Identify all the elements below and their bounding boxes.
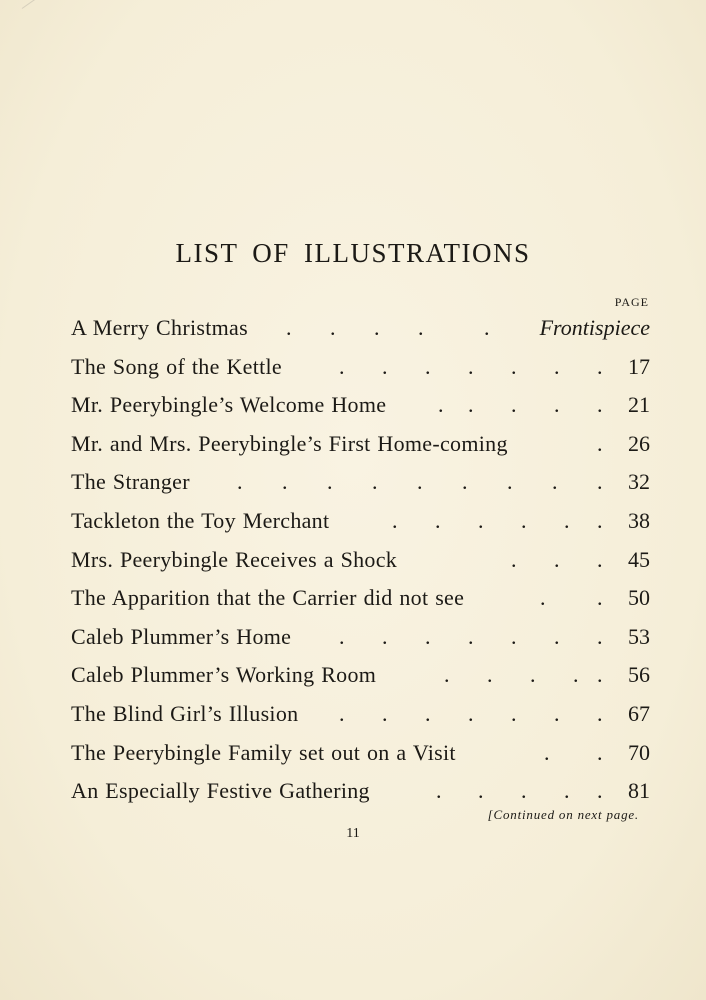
leader-dot: . (511, 623, 517, 649)
leader-dot: . (436, 778, 442, 804)
illustration-entry (71, 386, 651, 425)
illustration-page: 26 (628, 430, 650, 456)
leader-dot: . (382, 700, 388, 726)
leader-dot: . (382, 623, 388, 649)
illustration-entry (71, 618, 651, 657)
leader-dot: . (554, 546, 560, 572)
illustration-entry (71, 425, 651, 464)
illustration-title: Caleb Plummer’s Working Room (71, 662, 377, 688)
page-title: LIST OF ILLUSTRATIONS (175, 238, 531, 268)
leader-dot: . (507, 469, 513, 495)
leader-dot: . (554, 700, 560, 726)
leader-dot: . (392, 507, 398, 533)
leader-dot: . (511, 546, 517, 572)
leader-dot: . (552, 469, 558, 495)
leader-dot: . (444, 662, 450, 688)
leader-dot: . (511, 392, 517, 418)
leader-dot: . (468, 353, 474, 379)
illustration-entry (71, 348, 651, 387)
leader-dot: . (462, 469, 468, 495)
page-corner-mark (22, 0, 47, 9)
leader-dot: . (597, 700, 603, 726)
leader-dot: . (468, 392, 474, 418)
illustration-page: 70 (628, 739, 650, 765)
leader-dot: . (382, 353, 388, 379)
leader-dot: . (478, 507, 484, 533)
illustration-title: Mr. and Mrs. Peerybingle’s First Home-coming (71, 430, 508, 456)
illustration-title: The Song of the Kettle (71, 353, 282, 379)
leader-dot: . (597, 353, 603, 379)
illustration-title: Mr. Peerybingle’s Welcome Home (71, 392, 387, 418)
leader-dot: . (597, 469, 603, 495)
continued-note: [Continued on next page. (487, 807, 639, 822)
leader-dot: . (521, 507, 527, 533)
leader-dot: . (597, 585, 603, 611)
illustration-title: The Stranger (71, 469, 190, 495)
leader-dot: . (597, 739, 603, 765)
leader-dot: . (544, 739, 550, 765)
illustration-entry (71, 502, 651, 541)
leader-dot: . (374, 315, 380, 340)
illustrations-list (71, 309, 651, 811)
leader-dot: . (468, 623, 474, 649)
leader-dot: . (554, 392, 560, 418)
leader-dot: . (425, 623, 431, 649)
leader-dot: . (438, 392, 444, 418)
illustration-page: 45 (628, 546, 650, 572)
leader-dot: . (597, 546, 603, 572)
leader-dot: . (597, 778, 603, 804)
illustration-page: 81 (628, 778, 650, 804)
illustration-entry (71, 463, 651, 502)
illustration-page: 38 (628, 507, 650, 533)
leader-dot: . (597, 507, 603, 533)
illustration-title: Caleb Plummer’s Home (71, 623, 292, 649)
illustration-page: Frontispiece (539, 315, 650, 340)
leader-dot: . (554, 623, 560, 649)
leader-dot: . (327, 469, 333, 495)
illustration-entry (71, 541, 651, 580)
illustration-page: 67 (628, 700, 650, 726)
leader-dot: . (511, 700, 517, 726)
leader-dot: . (521, 778, 527, 804)
illustration-page: 21 (628, 392, 650, 418)
leader-dot: . (573, 662, 579, 688)
illustration-entry (71, 772, 651, 811)
illustration-title: A Merry Christmas (71, 315, 248, 340)
leader-dot: . (530, 662, 536, 688)
leader-dot: . (597, 430, 603, 456)
page-number: 11 (346, 826, 360, 841)
leader-dot: . (511, 353, 517, 379)
illustration-entry (71, 734, 651, 773)
illustration-page: 53 (628, 623, 650, 649)
illustration-page: 56 (628, 662, 650, 688)
leader-dot: . (339, 700, 345, 726)
illustration-title: An Especially Festive Gathering (71, 778, 370, 804)
leader-dot: . (418, 315, 424, 340)
illustration-page: 50 (628, 585, 650, 611)
illustration-page: 17 (628, 353, 650, 379)
illustration-entry (71, 579, 651, 618)
illustration-page: 32 (628, 469, 650, 495)
leader-dot: . (597, 623, 603, 649)
leader-dot: . (484, 315, 490, 340)
leader-dot: . (425, 353, 431, 379)
leader-dot: . (478, 778, 484, 804)
illustration-title: Tackleton the Toy Merchant (71, 507, 330, 533)
leader-dot: . (282, 469, 288, 495)
leader-dot: . (417, 469, 423, 495)
illustration-entry (71, 695, 651, 734)
illustration-title: The Apparition that the Carrier did not see (71, 585, 465, 611)
illustration-title: The Blind Girl’s Illusion (71, 700, 299, 726)
leader-dot: . (564, 778, 570, 804)
leader-dot: . (487, 662, 493, 688)
illustration-title: Mrs. Peerybingle Receives a Shock (71, 546, 398, 572)
leader-dot: . (237, 469, 243, 495)
leader-dot: . (330, 315, 336, 340)
leader-dot: . (425, 700, 431, 726)
illustration-entry (71, 656, 651, 695)
leader-dot: . (540, 585, 546, 611)
page-column-label: PAGE (614, 295, 649, 309)
leader-dot: . (597, 662, 603, 688)
leader-dot: . (554, 353, 560, 379)
leader-dot: . (564, 507, 570, 533)
leader-dot: . (286, 315, 292, 340)
leader-dot: . (339, 623, 345, 649)
leader-dot: . (339, 353, 345, 379)
leader-dot: . (468, 700, 474, 726)
leader-dot: . (597, 392, 603, 418)
leader-dot: . (372, 469, 378, 495)
illustration-title: The Peerybingle Family set out on a Visit (71, 739, 456, 765)
illustration-entry (71, 309, 651, 348)
leader-dot: . (435, 507, 441, 533)
